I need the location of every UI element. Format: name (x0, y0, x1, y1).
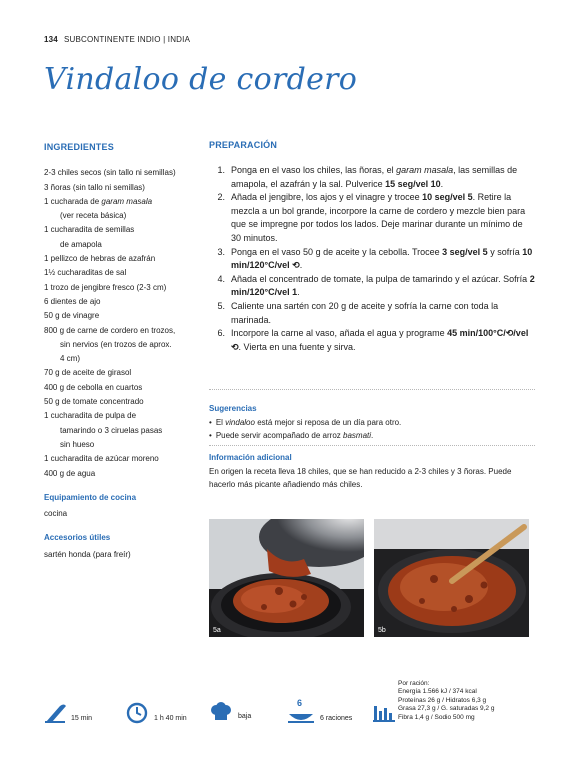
ingredient-item: 400 g de cebolla en cuartos (44, 382, 143, 392)
ingredient-item: 50 g de tomate concentrado (44, 397, 144, 407)
step-text: Incorpore la carne al vaso, añada el agua y programe 45 min/100°C/⟲/vel ⟲. Vierta en una fuente y sirva. (231, 328, 529, 352)
preparation-step (209, 327, 535, 354)
nutrition-title: Por ración: (398, 680, 430, 687)
ingredient-item: 400 g de agua (44, 468, 96, 478)
suggestion-item: • Puede servir acompañado de arroz basmati. (209, 429, 539, 442)
servings-icon-number: 6 (297, 698, 303, 708)
divider (209, 389, 535, 390)
step-number: 1. (217, 165, 225, 175)
ingredient-item: (ver receta básica) (60, 211, 127, 221)
photo-label: 5b (378, 627, 386, 634)
plate-icon (288, 698, 314, 724)
prep-time-value: 15 min (71, 715, 93, 722)
photo-5b (374, 519, 529, 637)
step-number: 5. (217, 300, 225, 311)
divider (209, 445, 535, 446)
ingredient-item: 1 pellizco de hebras de azafrán (44, 254, 156, 264)
difficulty-value: baja (238, 713, 252, 720)
photo-label: 5a (213, 627, 221, 634)
nutrition-line: Energía 1.566 kJ / 374 kcal (398, 688, 477, 696)
nutrition-line: Proteínas 26 g / Hidratos 6,3 g (398, 696, 487, 704)
nutrition-line: Grasa 27,3 g / G. saturadas 9,2 g (398, 705, 495, 713)
preparation-step (209, 300, 535, 327)
bar-chart-icon (373, 702, 395, 722)
step-number: 2. (217, 192, 225, 203)
ingredient-item: de amapola (60, 239, 102, 249)
suggestions-list (209, 416, 539, 442)
servings (288, 698, 353, 724)
suggestion-item: • El vindaloo está mejor si reposa de un día para otro. (209, 416, 539, 429)
additional-info-list (209, 465, 539, 491)
recipe-footer (0, 676, 576, 736)
ingredient-item: 1 cucharadita de pulpa de (44, 411, 137, 421)
additional-info-section (209, 451, 539, 491)
ingredient-item: 3 ñoras (sin tallo ni semillas) (44, 182, 145, 192)
additional-info-heading: Información adicional (209, 453, 292, 462)
preparation-step (209, 246, 535, 273)
total-time-value: 1 h 40 min (154, 715, 187, 722)
additional-info-item: En origen la receta lleva 18 chiles, que se han reducido a 2-3 chiles y 3 ñoras. Puede hacerlo más picante añadiendo más chiles. (209, 467, 512, 489)
nutrition-line: Fibra 1,4 g / Sodio 500 mg (398, 713, 475, 721)
ingredient-item: 50 g de vinagre (44, 311, 100, 321)
suggestions-section (209, 402, 539, 442)
ingredient-item: 2-3 chiles secos (sin tallo ni semillas) (44, 168, 176, 178)
step-text: Añada el concentrado de tomate, la pulpa de tamarindo y el azúcar. Sofría 2 min/120°C/vel 1. (231, 273, 535, 298)
ingredients-heading: INGREDIENTES (44, 142, 114, 152)
section-name: SUBCONTINENTE INDIO | INDIA (63, 35, 191, 44)
accessories-heading: Accesorios útiles (44, 533, 111, 543)
clock-icon (126, 702, 148, 724)
step-number: 3. (217, 246, 225, 257)
ingredient-item: 1 cucharadita de semillas (44, 225, 135, 235)
ingredients-list (44, 166, 204, 481)
ingredient-item: 1 cucharada de garam masala (44, 196, 153, 206)
prep-time (44, 702, 92, 724)
photo-5a-image (209, 519, 364, 637)
ingredient-item: 6 dientes de ajo (44, 296, 101, 306)
preparation-step (209, 191, 535, 245)
equipment-heading: Equipamiento de cocina (44, 492, 137, 502)
photo-5a (209, 519, 364, 637)
preparation-step (209, 273, 535, 300)
preparation-step (209, 164, 535, 191)
right-column (209, 140, 535, 354)
step-text: Ponga en el vaso 50 g de aceite y la cebolla. Trocee 3 seg/vel 5 y sofría 10 min/120°C/vel ⟲. (231, 246, 533, 271)
equipment-text: cocina (44, 509, 68, 519)
total-time (126, 702, 187, 724)
accessories-text: sartén honda (para freír) (44, 549, 131, 559)
chef-hat-icon (210, 702, 232, 722)
photo-5b-image (374, 519, 529, 637)
ingredient-item: tamarindo o 3 ciruelas pasas (60, 425, 163, 435)
page-header (44, 35, 190, 44)
ingredient-item: 1 cucharadita de azúcar moreno (44, 454, 159, 464)
recipe-title: Vindaloo de cordero (44, 62, 358, 97)
step-text: Caliente una sartén con 20 g de aceite y sofría la carne con toda la marinada. (231, 300, 499, 325)
nutrition-icon-wrap (373, 702, 395, 722)
servings-value: 6 raciones (320, 715, 353, 722)
ingredient-item: 800 g de carne de cordero en trozos, (44, 325, 176, 335)
suggestions-heading: Sugerencias (209, 404, 257, 413)
ingredient-item: 4 cm) (60, 354, 80, 364)
ingredient-item: 1 trozo de jengibre fresco (2-3 cm) (44, 282, 167, 292)
preparation-steps (209, 164, 535, 354)
ingredient-item: sin hueso (60, 439, 95, 449)
difficulty (210, 702, 251, 722)
page-number: 134 (44, 35, 58, 44)
step-text: Ponga en el vaso los chiles, las ñoras, el garam masala, las semillas de amapola, el azafrán y la sal. Pulverice 15 seg/vel 10. (231, 165, 518, 189)
ingredient-item: 1½ cucharaditas de sal (44, 268, 127, 278)
ingredient-item: 70 g de aceite de girasol (44, 368, 132, 378)
step-text: Añada el jengibre, los ajos y el vinagre y trocee 10 seg/vel 5. Retire la mezcla a un bol grande, incorpore la carne de cordero y mezcle bien para que se impregne por todos los lados. Deje marinar durante un mínimo de 30 minutos. (231, 192, 526, 243)
step-number: 4. (217, 273, 225, 284)
step-number: 6. (217, 328, 225, 339)
preparation-heading: PREPARACIÓN (209, 140, 278, 150)
nutrition-info (398, 680, 494, 722)
left-column (44, 140, 204, 562)
ingredient-item: sin nervios (en trozos de aprox. (60, 339, 172, 349)
knife-icon (44, 702, 68, 724)
